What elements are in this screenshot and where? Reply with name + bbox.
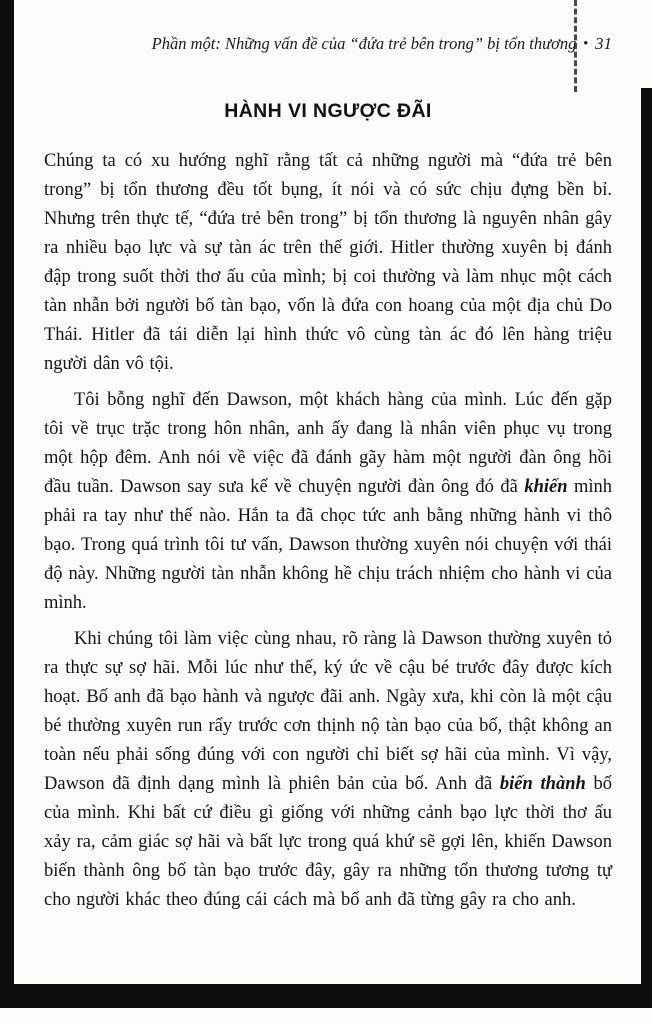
paragraph: [44, 386, 612, 618]
emphasized-text: khiến: [524, 477, 568, 497]
scan-edge-left: [0, 0, 14, 1008]
header-separator-dot: •: [583, 35, 588, 50]
running-header-title: Phần một: Những vấn đề của “đứa trẻ bên trong” bị tổn thương: [151, 34, 577, 53]
paragraph: [44, 625, 612, 915]
page-content: [44, 34, 612, 922]
running-header: [44, 34, 612, 58]
paragraph: [44, 147, 612, 379]
scan-edge-bottom: [0, 984, 652, 1008]
page-number: 31: [595, 34, 612, 53]
text-run: Khi chúng tôi làm việc cùng nhau, rõ ràng là Dawson thường xuyên tỏ ra thực sự sợ hãi. Mỗi lúc như thế, ký ức về cậu bé trước đây được kích hoạt. Bố anh đã bạo hành và ngược đãi anh. Ngày xưa, khi còn là một cậu bé thường xuyên run rẩy trước cơn thịnh nộ tàn bạo của bố, thật không an toàn nếu phải sống đúng với con người chỉ biết sợ hãi của mình. Vì vậy, Dawson đã định dạng mình là phiên bản của bố. Anh đã: [44, 629, 612, 794]
scan-edge-right: [641, 88, 652, 1008]
text-run: Chúng ta có xu hướng nghĩ rằng tất cả những người mà “đứa trẻ bên trong” bị tổn thương đều tốt bụng, ít nói và có sức chịu đựng bền bỉ. Nhưng trên thực tế, “đứa trẻ bên trong” bị tổn thương là nguyên nhân gây ra nhiều bạo lực và sự tàn ác trên thế giới. Hitler thường xuyên bị đánh đập trong suốt thời thơ ấu của mình; bị coi thường và làm nhục một cách tàn nhẫn bởi người bố tàn bạo, vốn là đứa con hoang của một địa chủ Do Thái. Hitler đã tái diễn lại hình thức vô cùng tàn ác đó lên hàng triệu người dân vô tội.: [44, 151, 612, 374]
emphasized-text: biến thành: [499, 774, 586, 794]
text-run: Tôi bỗng nghĩ đến Dawson, một khách hàng của mình. Lúc đến gặp tôi về trục trặc trong hôn nhân, anh ấy đang là nhân viên phục vụ trong một hộp đêm. Anh nói về việc đã đánh gãy hàm một người đàn ông hồi đầu tuần. Dawson say sưa kể về chuyện người đàn ông đó đã: [44, 390, 612, 497]
text-run: bố của mình. Khi bất cứ điều gì giống với những cảnh bạo lực thời thơ ấu xảy ra, cảm giác sợ hãi và bất lực trong quá khứ sẽ gợi lên, khiến Dawson biến thành ông bố tàn bạo trước đây, gây ra những tổn thương tương tự cho người khác theo đúng cái cách mà bố anh đã từng gây ra cho anh.: [44, 774, 613, 910]
text-run: mình phải ra tay như thế nào. Hắn ta đã chọc tức anh bằng những hành vi thô bạo. Trong quá trình tôi tư vấn, Dawson thường xuyên nói chuyện với thái độ này. Những người tàn nhẫn không hề chịu trách nhiệm cho hành vi của mình.: [44, 477, 613, 613]
section-heading: HÀNH VI NGƯỢC ĐÃI: [224, 100, 432, 122]
body-text: [44, 147, 612, 915]
